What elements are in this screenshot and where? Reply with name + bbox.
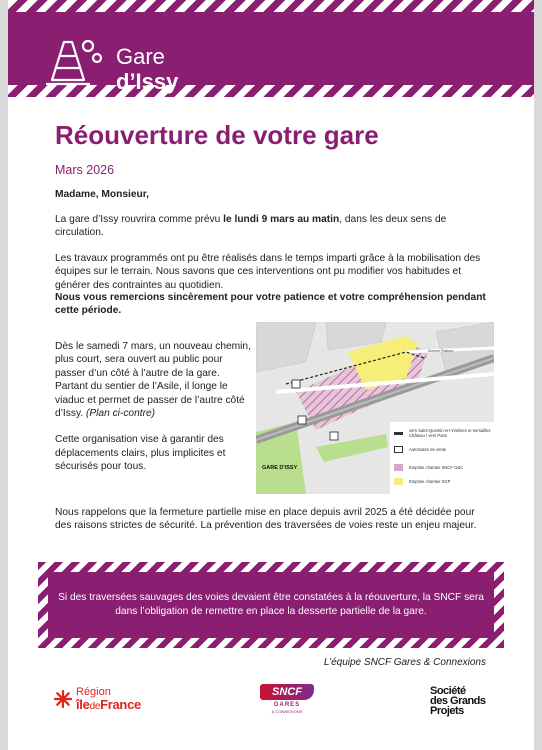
station-name-line1: Gare xyxy=(116,44,165,69)
region-name-france: France xyxy=(100,697,141,712)
legend-train-line xyxy=(394,428,494,438)
station-name-line2: d’Issy xyxy=(116,69,179,94)
route-text: Partant du sentier de l’Asile, il longe le viaduc et permet de passer de l’autre côté d’Issy. xyxy=(55,381,245,420)
page-title: Réouverture de votre gare xyxy=(55,120,379,150)
sncf-logo-sub1: GARES xyxy=(273,702,301,708)
sgp-line3: Projets xyxy=(430,705,464,717)
ticket-machine-icon xyxy=(394,446,403,453)
sgp-zone-swatch xyxy=(394,478,403,485)
paragraph-reopening xyxy=(55,213,487,240)
paragraph-reopening-date: le lundi 9 mars au matin xyxy=(223,214,340,225)
new-path-paragraph: Dès le samedi 7 mars, un nouveau chemin, plus court, sera ouvert au public pour passer d’un côté à l’autre de la gare. xyxy=(55,341,251,379)
legend-train-line-label: vers Saint-Quentin-en-Yvelines et Versailles Château / vers Paris xyxy=(409,428,491,438)
paragraph-reopening-after: , dans les deux sens de circulation. xyxy=(55,214,447,239)
sncf-logo-sub2: & CONNEXIONS xyxy=(271,709,303,714)
region-name-de: de xyxy=(89,701,101,712)
organisation-paragraph: Cette organisation vise à garantir des déplacements clairs, plus implicites et sécurisés pour tous. xyxy=(55,434,226,473)
notice-band xyxy=(38,562,504,648)
region-label: Région xyxy=(76,686,111,698)
paragraph-safety: Nous rappelons que la fermeture partielle mise en place depuis avril 2025 a été décidée pour des raisons strictes de sécurité. La prévention des traversées de voies reste un enjeu majeur. xyxy=(55,507,477,532)
sncf-logo-name: SNCF xyxy=(260,684,314,700)
notice-text: Si des traversées sauvages des voies devaient être constatées à la réouverture, la SNCF sera dans l’obligation de remettre en place la desserte partielle de la gare. xyxy=(48,572,494,638)
paragraph-works: Les travaux programmés ont pu être réalisés dans le temps imparti grâce à la mobilisation des équipes sur le terrain. Nous savons que ces interventions ont pu modifier vos habitudes et générer des contraintes au quotidien. xyxy=(55,253,481,291)
map-station-label: GARE D'ISSY xyxy=(262,465,298,471)
sncf-logo xyxy=(260,684,314,714)
paragraph-thanks: Nous vous remercions sincèrement pour votre patience et votre compréhension pendant cette période. xyxy=(55,292,486,317)
header-hatch-top xyxy=(8,0,534,12)
legend-sncf-zone-label: Emprise chantier SNCF G&C xyxy=(409,465,464,470)
new-path-column xyxy=(55,340,255,487)
header-banner xyxy=(8,0,534,97)
region-name xyxy=(76,698,141,714)
station-map xyxy=(256,322,494,494)
map-legend xyxy=(390,422,494,494)
map-street-label: Avenue Pasteur xyxy=(428,349,454,353)
train-line-icon xyxy=(394,432,403,435)
sgp-line1: Société xyxy=(430,685,466,697)
societe-grands-projets-logo xyxy=(430,686,486,716)
signature: L’équipe SNCF Gares & Connexions xyxy=(323,657,486,668)
paragraph-reopening-before: La gare d’Issy rouvrira comme prévu xyxy=(55,214,224,225)
region-name-ile: île xyxy=(76,697,90,712)
station-name xyxy=(116,44,178,94)
legend-vending-label: Automates de vente xyxy=(409,447,447,452)
greeting: Madame, Monsieur, xyxy=(55,189,149,200)
document-page xyxy=(8,0,534,750)
legend-sgp-zone xyxy=(394,478,450,485)
route-paragraph xyxy=(55,380,255,420)
star-icon xyxy=(54,690,72,708)
legend-sncf-zone xyxy=(394,464,463,471)
legend-sgp-zone-label: Emprise chantier SGP xyxy=(409,479,451,484)
legend-vending xyxy=(394,446,446,453)
traffic-cone-gears-icon xyxy=(44,36,104,88)
sgp-line2: des Grands xyxy=(430,695,486,707)
sncf-zone-swatch xyxy=(394,464,403,471)
route-plan-reference: (Plan ci-contre) xyxy=(85,408,156,420)
publication-date: Mars 2026 xyxy=(55,163,115,177)
